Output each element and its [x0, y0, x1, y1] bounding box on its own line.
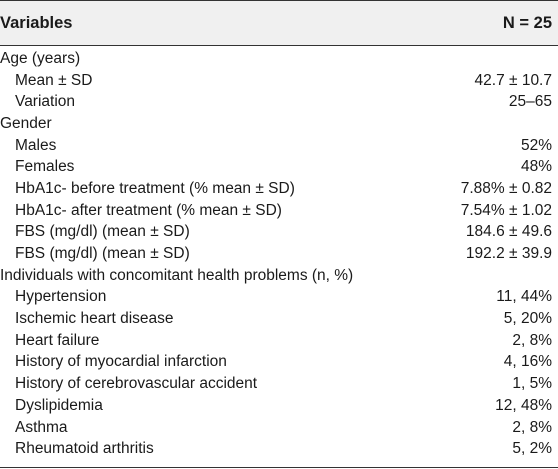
row-label: HbA1c- after treatment (% mean ± SD): [15, 201, 282, 219]
table-body: [0, 46, 558, 460]
row-label: Ischemic heart disease: [15, 310, 174, 328]
table-row: [0, 352, 558, 374]
row-label: Rheumatoid arthritis: [15, 440, 154, 458]
row-value: 2, 8%: [512, 331, 552, 349]
row-label: History of cerebrovascular accident: [15, 375, 258, 393]
row-value: 52%: [520, 136, 552, 154]
row-label: HbA1c- before treatment (% mean ± SD): [15, 179, 295, 197]
row-value: 11, 44%: [496, 288, 552, 306]
table-row: [0, 91, 558, 113]
table-row: [0, 308, 558, 330]
row-label: FBS (mg/dl) (mean ± SD): [15, 223, 190, 241]
row-value: 1, 5%: [512, 375, 552, 393]
row-label: Gender: [0, 114, 52, 132]
row-label: Hypertension: [15, 288, 107, 306]
row-value: 192.2 ± 39.9: [465, 245, 552, 263]
row-value: 42.7 ± 10.7: [474, 71, 552, 89]
row-value: 7.54% ± 1.02: [460, 201, 552, 219]
table-row: [0, 135, 558, 157]
table-row: [0, 287, 558, 309]
table-row: [0, 265, 558, 287]
table-row: [0, 70, 558, 92]
table-header: [0, 0, 558, 46]
row-value: 184.6 ± 49.6: [465, 223, 552, 241]
row-value: 2, 8%: [512, 418, 552, 436]
row-label: Females: [15, 158, 75, 176]
row-label: Age (years): [0, 49, 81, 67]
header-variables: Variables: [0, 13, 73, 32]
table-row: [0, 113, 558, 135]
table-row: [0, 243, 558, 265]
table-row: [0, 373, 558, 395]
row-value: 5, 20%: [503, 310, 552, 328]
row-label: Dyslipidemia: [15, 396, 103, 414]
table-row: [0, 438, 558, 460]
row-value: 12, 48%: [495, 396, 552, 414]
table-row: [0, 222, 558, 244]
row-label: Asthma: [15, 418, 68, 436]
bottom-rule: [0, 467, 558, 468]
table-row: [0, 200, 558, 222]
table-row: [0, 178, 558, 200]
row-label: Mean ± SD: [15, 71, 93, 89]
row-value: 4, 16%: [503, 353, 552, 371]
row-label: Variation: [15, 93, 76, 111]
row-label: Males: [15, 136, 57, 154]
row-label: FBS (mg/dl) (mean ± SD): [15, 245, 190, 263]
table-row: [0, 417, 558, 439]
row-value: 7.88% ± 0.82: [460, 179, 552, 197]
row-label: Individuals with concomitant health problems (n, %): [0, 266, 354, 284]
table-row: [0, 395, 558, 417]
header-n: N = 25: [502, 13, 552, 32]
row-value: 48%: [520, 158, 552, 176]
table-row: [0, 156, 558, 178]
row-label: History of myocardial infarction: [15, 353, 227, 371]
table-row: [0, 330, 558, 352]
row-value: 5, 2%: [512, 440, 552, 458]
row-value: 25–65: [508, 93, 552, 111]
table-row: [0, 48, 558, 70]
row-label: Heart failure: [15, 331, 100, 349]
